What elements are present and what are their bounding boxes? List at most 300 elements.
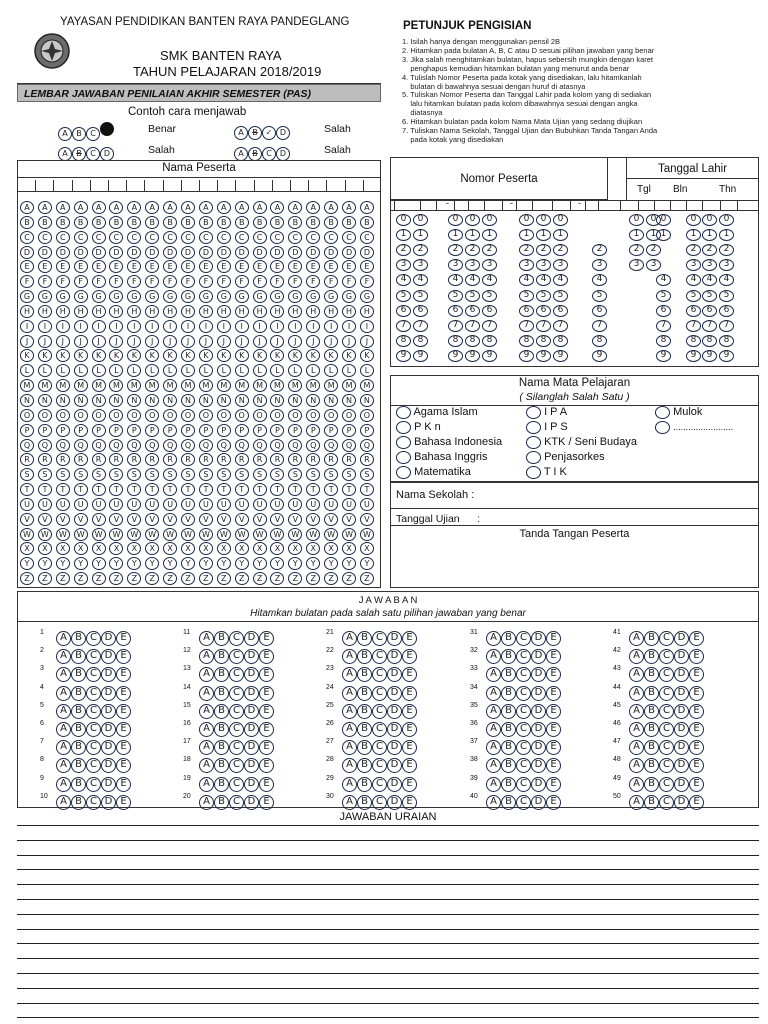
name-bubble[interactable]: H <box>306 305 320 318</box>
answer-bubble[interactable]: B <box>357 795 372 810</box>
name-bubble[interactable]: Y <box>127 557 141 570</box>
name-bubble[interactable]: V <box>181 513 195 526</box>
name-bubble[interactable]: M <box>163 379 177 392</box>
answer-bubble[interactable]: A <box>56 722 71 737</box>
name-bubble[interactable]: L <box>163 364 177 377</box>
digit-bubble[interactable]: 9 <box>413 350 428 362</box>
name-bubble[interactable]: A <box>217 201 231 214</box>
name-bubble[interactable]: D <box>127 246 141 259</box>
name-bubble[interactable]: R <box>253 453 267 466</box>
name-bubble[interactable]: Q <box>181 439 195 452</box>
digit-bubble[interactable]: 8 <box>592 335 607 347</box>
name-bubble[interactable]: T <box>56 483 70 496</box>
name-bubble[interactable]: G <box>306 290 320 303</box>
name-bubble[interactable]: Y <box>56 557 70 570</box>
name-bubble[interactable]: X <box>217 542 231 555</box>
name-bubble[interactable]: J <box>20 335 34 348</box>
name-bubble[interactable]: V <box>199 513 213 526</box>
answer-bubble[interactable]: B <box>214 758 229 773</box>
subject-circle[interactable] <box>396 466 411 479</box>
name-bubble[interactable]: F <box>181 275 195 288</box>
name-bubble[interactable]: M <box>342 379 356 392</box>
name-bubble[interactable]: X <box>288 542 302 555</box>
name-bubble[interactable]: O <box>56 409 70 422</box>
name-bubble[interactable]: S <box>270 468 284 481</box>
subject-option[interactable] <box>526 405 637 420</box>
answer-bubble[interactable]: C <box>659 795 674 810</box>
name-bubble[interactable]: Q <box>306 439 320 452</box>
name-bubble[interactable]: T <box>38 483 52 496</box>
name-bubble[interactable]: I <box>109 320 123 333</box>
name-bubble[interactable]: U <box>360 498 374 511</box>
name-bubble[interactable]: S <box>20 468 34 481</box>
name-bubble[interactable]: M <box>306 379 320 392</box>
name-bubble[interactable]: L <box>145 364 159 377</box>
name-bubble[interactable]: H <box>235 305 249 318</box>
name-bubble[interactable]: A <box>235 201 249 214</box>
answer-bubble[interactable]: D <box>387 722 402 737</box>
digit-bubble[interactable]: 9 <box>465 350 480 362</box>
name-bubble[interactable]: E <box>20 260 34 273</box>
digit-bubble[interactable]: 2 <box>686 244 701 256</box>
name-bubble[interactable]: Z <box>56 572 70 585</box>
name-bubble[interactable]: H <box>92 305 106 318</box>
name-bubble[interactable]: A <box>74 201 88 214</box>
digit-bubble[interactable]: 3 <box>413 259 428 271</box>
answer-bubble[interactable]: E <box>116 686 131 701</box>
name-bubble[interactable]: T <box>253 483 267 496</box>
name-bubble[interactable]: W <box>253 528 267 541</box>
answer-bubble[interactable]: E <box>259 722 274 737</box>
name-bubble[interactable]: B <box>109 216 123 229</box>
answer-bubble[interactable]: C <box>229 795 244 810</box>
name-bubble[interactable]: C <box>56 231 70 244</box>
name-bubble[interactable]: V <box>145 513 159 526</box>
answer-bubble[interactable]: E <box>546 758 561 773</box>
digit-bubble[interactable]: 7 <box>702 320 717 332</box>
answer-bubble[interactable]: A <box>486 740 501 755</box>
name-bubble[interactable]: W <box>145 528 159 541</box>
name-bubble[interactable]: V <box>56 513 70 526</box>
name-bubble[interactable]: I <box>145 320 159 333</box>
name-bubble[interactable]: D <box>92 246 106 259</box>
name-bubble[interactable]: B <box>20 216 34 229</box>
digit-bubble[interactable]: 5 <box>448 290 463 302</box>
name-bubble[interactable]: N <box>127 394 141 407</box>
name-bubble[interactable]: Z <box>163 572 177 585</box>
essay-line[interactable] <box>17 914 759 915</box>
name-bubble[interactable]: R <box>92 453 106 466</box>
name-bubble[interactable]: X <box>253 542 267 555</box>
name-bubble[interactable]: O <box>92 409 106 422</box>
digit-bubble[interactable]: 9 <box>656 350 671 362</box>
digit-bubble[interactable]: 0 <box>702 214 717 226</box>
answer-bubble[interactable]: E <box>546 722 561 737</box>
name-bubble[interactable]: I <box>235 320 249 333</box>
name-bubble[interactable]: N <box>74 394 88 407</box>
subject-col1[interactable] <box>396 405 502 480</box>
name-bubble[interactable]: T <box>181 483 195 496</box>
name-bubble[interactable]: O <box>109 409 123 422</box>
name-bubble[interactable]: U <box>199 498 213 511</box>
name-bubble[interactable]: H <box>253 305 267 318</box>
digit-bubble[interactable]: 9 <box>553 350 568 362</box>
name-bubble[interactable]: Q <box>324 439 338 452</box>
answer-bubble[interactable]: E <box>259 631 274 646</box>
name-bubble[interactable]: N <box>199 394 213 407</box>
name-bubble[interactable]: G <box>127 290 141 303</box>
digit-bubble[interactable]: 9 <box>448 350 463 362</box>
name-bubble[interactable]: L <box>306 364 320 377</box>
answer-bubble[interactable]: D <box>387 704 402 719</box>
name-bubble[interactable]: S <box>74 468 88 481</box>
name-bubble[interactable]: S <box>217 468 231 481</box>
name-bubble[interactable]: M <box>109 379 123 392</box>
answer-bubble[interactable]: E <box>116 722 131 737</box>
name-bubble[interactable]: B <box>235 216 249 229</box>
answer-bubble[interactable]: C <box>372 777 387 792</box>
answer-bubble[interactable]: C <box>372 631 387 646</box>
name-bubble[interactable]: D <box>109 246 123 259</box>
digit-bubble[interactable]: 2 <box>592 244 607 256</box>
name-bubble[interactable]: U <box>92 498 106 511</box>
digit-bubble[interactable]: 4 <box>553 274 568 286</box>
digit-bubble[interactable]: 5 <box>519 290 534 302</box>
name-bubble[interactable]: N <box>20 394 34 407</box>
answer-bubble[interactable]: A <box>629 722 644 737</box>
name-bubble[interactable]: I <box>20 320 34 333</box>
answer-bubble[interactable]: D <box>531 722 546 737</box>
digit-bubble[interactable]: 5 <box>656 290 671 302</box>
name-bubble[interactable]: P <box>109 424 123 437</box>
name-bubble[interactable]: R <box>38 453 52 466</box>
name-bubble[interactable]: J <box>253 335 267 348</box>
name-bubble[interactable]: W <box>38 528 52 541</box>
digit-bubble[interactable]: 3 <box>465 259 480 271</box>
name-bubble[interactable]: P <box>56 424 70 437</box>
answer-bubble[interactable]: C <box>86 758 101 773</box>
name-bubble[interactable]: L <box>56 364 70 377</box>
digit-bubble[interactable]: 1 <box>519 229 534 241</box>
digit-bubble[interactable]: 0 <box>396 214 411 226</box>
name-bubble[interactable]: U <box>181 498 195 511</box>
name-bubble[interactable]: B <box>38 216 52 229</box>
answer-bubble[interactable]: D <box>531 649 546 664</box>
digit-bubble[interactable]: 3 <box>686 259 701 271</box>
name-bubble[interactable]: J <box>235 335 249 348</box>
name-bubble[interactable]: R <box>127 453 141 466</box>
name-bubble[interactable]: J <box>127 335 141 348</box>
name-bubble[interactable]: M <box>217 379 231 392</box>
digit-bubble[interactable]: 2 <box>646 244 661 256</box>
name-bubble[interactable]: D <box>56 246 70 259</box>
digit-bubble[interactable]: 1 <box>482 229 497 241</box>
subject-col3[interactable] <box>655 405 733 435</box>
answer-bubble[interactable]: C <box>86 686 101 701</box>
digit-bubble[interactable]: 5 <box>553 290 568 302</box>
name-bubble[interactable]: A <box>56 201 70 214</box>
answer-bubble[interactable]: C <box>229 777 244 792</box>
answer-bubble[interactable]: E <box>116 649 131 664</box>
name-bubble[interactable]: D <box>235 246 249 259</box>
name-bubble[interactable]: W <box>270 528 284 541</box>
name-bubble[interactable]: M <box>38 379 52 392</box>
name-bubble[interactable]: L <box>127 364 141 377</box>
subject-option[interactable] <box>396 450 502 465</box>
name-bubble[interactable]: F <box>342 275 356 288</box>
name-bubble[interactable]: Q <box>92 439 106 452</box>
name-bubble[interactable]: C <box>235 231 249 244</box>
name-bubble[interactable]: J <box>38 335 52 348</box>
answer-bubble[interactable]: D <box>101 795 116 810</box>
digit-bubble[interactable]: 1 <box>413 229 428 241</box>
name-bubble[interactable]: Y <box>20 557 34 570</box>
name-bubble[interactable]: J <box>145 335 159 348</box>
name-bubble[interactable]: H <box>342 305 356 318</box>
name-bubble[interactable]: Y <box>253 557 267 570</box>
name-bubble[interactable]: T <box>92 483 106 496</box>
name-bubble[interactable]: K <box>270 349 284 362</box>
name-bubble[interactable]: P <box>20 424 34 437</box>
name-bubble[interactable]: P <box>145 424 159 437</box>
answer-bubble[interactable]: D <box>674 686 689 701</box>
name-bubble[interactable]: S <box>181 468 195 481</box>
answer-bubble[interactable]: B <box>644 649 659 664</box>
name-bubble[interactable]: L <box>74 364 88 377</box>
answer-bubble[interactable]: E <box>689 704 704 719</box>
name-bubble[interactable]: G <box>56 290 70 303</box>
answer-bubble[interactable]: D <box>674 795 689 810</box>
answer-bubble[interactable]: B <box>357 740 372 755</box>
answer-bubble[interactable]: D <box>101 777 116 792</box>
answer-bubble[interactable]: A <box>342 649 357 664</box>
answer-bubble[interactable]: D <box>101 649 116 664</box>
name-bubble[interactable]: V <box>127 513 141 526</box>
answer-bubble[interactable]: A <box>629 704 644 719</box>
name-bubble[interactable]: W <box>56 528 70 541</box>
subject-circle[interactable] <box>396 421 411 434</box>
name-bubble[interactable]: W <box>235 528 249 541</box>
name-bubble[interactable]: E <box>253 260 267 273</box>
name-bubble[interactable]: U <box>217 498 231 511</box>
name-bubble[interactable]: J <box>342 335 356 348</box>
answer-bubble[interactable]: C <box>372 686 387 701</box>
name-bubble[interactable]: K <box>163 349 177 362</box>
answer-bubble[interactable]: B <box>71 722 86 737</box>
answer-bubble[interactable]: E <box>259 704 274 719</box>
name-bubble[interactable]: B <box>360 216 374 229</box>
name-bubble[interactable]: V <box>360 513 374 526</box>
name-bubble[interactable]: R <box>163 453 177 466</box>
digit-bubble[interactable]: 8 <box>536 335 551 347</box>
name-bubble[interactable]: X <box>199 542 213 555</box>
name-bubble[interactable]: D <box>20 246 34 259</box>
name-bubble[interactable]: T <box>360 483 374 496</box>
name-bubble[interactable]: X <box>56 542 70 555</box>
subject-mulok[interactable]: Mulok <box>655 405 733 420</box>
answer-bubble[interactable]: A <box>342 758 357 773</box>
name-bubble[interactable]: E <box>235 260 249 273</box>
answer-bubble[interactable]: B <box>501 758 516 773</box>
name-bubble[interactable]: W <box>163 528 177 541</box>
answer-bubble[interactable]: E <box>546 667 561 682</box>
answer-bubble[interactable]: A <box>199 795 214 810</box>
name-bubble[interactable]: D <box>163 246 177 259</box>
answer-bubble[interactable]: C <box>659 758 674 773</box>
name-bubble[interactable]: Z <box>217 572 231 585</box>
digit-bubble[interactable]: 3 <box>629 259 644 271</box>
name-bubble[interactable]: Z <box>288 572 302 585</box>
answer-bubble[interactable]: B <box>214 704 229 719</box>
answer-bubble[interactable]: D <box>244 704 259 719</box>
name-bubble[interactable]: O <box>342 409 356 422</box>
name-bubble[interactable]: V <box>342 513 356 526</box>
name-bubble[interactable]: E <box>74 260 88 273</box>
name-bubble[interactable]: A <box>324 201 338 214</box>
name-bubble[interactable]: E <box>127 260 141 273</box>
digit-bubble[interactable]: 3 <box>482 259 497 271</box>
name-bubble[interactable]: R <box>288 453 302 466</box>
answer-bubble[interactable]: C <box>659 740 674 755</box>
answer-bubble[interactable]: A <box>199 777 214 792</box>
answer-bubble[interactable]: A <box>342 704 357 719</box>
name-bubble[interactable]: M <box>288 379 302 392</box>
name-bubble[interactable]: C <box>38 231 52 244</box>
answer-bubble[interactable]: E <box>116 740 131 755</box>
answer-bubble[interactable]: C <box>659 649 674 664</box>
digit-bubble[interactable]: 1 <box>396 229 411 241</box>
name-bubble[interactable]: C <box>74 231 88 244</box>
name-bubble[interactable]: S <box>288 468 302 481</box>
digit-bubble[interactable]: 7 <box>519 320 534 332</box>
name-bubble[interactable]: G <box>288 290 302 303</box>
name-bubble[interactable]: L <box>270 364 284 377</box>
answer-bubble[interactable]: D <box>674 777 689 792</box>
name-bubble[interactable]: X <box>145 542 159 555</box>
answer-bubble[interactable]: C <box>372 722 387 737</box>
name-bubble[interactable]: J <box>56 335 70 348</box>
name-bubble[interactable]: R <box>181 453 195 466</box>
name-bubble[interactable]: T <box>20 483 34 496</box>
digit-bubble[interactable]: 9 <box>702 350 717 362</box>
name-bubble[interactable]: O <box>74 409 88 422</box>
digit-bubble[interactable]: 0 <box>656 214 671 226</box>
name-bubble[interactable]: Z <box>38 572 52 585</box>
answer-bubble[interactable]: A <box>342 722 357 737</box>
name-bubble[interactable]: F <box>92 275 106 288</box>
name-bubble[interactable]: C <box>342 231 356 244</box>
name-bubble[interactable]: S <box>145 468 159 481</box>
name-bubble[interactable]: H <box>288 305 302 318</box>
digit-bubble[interactable]: 7 <box>656 320 671 332</box>
answer-bubble[interactable]: D <box>674 704 689 719</box>
digit-bubble[interactable]: 2 <box>396 244 411 256</box>
answer-bubble[interactable]: B <box>501 740 516 755</box>
digit-bubble[interactable]: 4 <box>702 274 717 286</box>
answer-bubble[interactable]: A <box>199 686 214 701</box>
name-bubble[interactable]: H <box>181 305 195 318</box>
answer-bubble[interactable]: B <box>357 649 372 664</box>
name-bubble[interactable]: P <box>360 424 374 437</box>
name-bubble[interactable]: E <box>181 260 195 273</box>
answer-bubble[interactable]: D <box>674 631 689 646</box>
name-bubble[interactable]: L <box>217 364 231 377</box>
answer-bubble[interactable]: C <box>86 722 101 737</box>
name-bubble[interactable]: Y <box>145 557 159 570</box>
answer-bubble[interactable]: B <box>501 667 516 682</box>
name-bubble[interactable]: K <box>127 349 141 362</box>
digit-bubble[interactable]: 8 <box>396 335 411 347</box>
answer-bubble[interactable]: A <box>56 631 71 646</box>
answer-bubble[interactable]: D <box>244 722 259 737</box>
essay-line[interactable] <box>17 973 759 974</box>
name-bubble[interactable]: S <box>92 468 106 481</box>
answer-bubble[interactable]: D <box>101 631 116 646</box>
name-bubble[interactable]: Q <box>199 439 213 452</box>
name-bubble[interactable]: I <box>181 320 195 333</box>
name-bubble[interactable]: X <box>324 542 338 555</box>
answer-bubble[interactable]: E <box>689 722 704 737</box>
name-bubble[interactable]: Q <box>360 439 374 452</box>
digit-bubble[interactable]: 3 <box>702 259 717 271</box>
answer-bubble[interactable]: B <box>357 686 372 701</box>
name-bubble[interactable]: Z <box>199 572 213 585</box>
name-bubble[interactable]: E <box>92 260 106 273</box>
answer-bubble[interactable]: B <box>501 704 516 719</box>
answer-bubble[interactable]: C <box>372 740 387 755</box>
name-bubble[interactable]: V <box>270 513 284 526</box>
answer-bubble[interactable]: A <box>486 649 501 664</box>
name-bubble[interactable]: F <box>253 275 267 288</box>
name-bubble[interactable]: D <box>270 246 284 259</box>
answer-bubble[interactable]: B <box>214 777 229 792</box>
answer-bubble[interactable]: A <box>342 795 357 810</box>
digit-bubble[interactable]: 1 <box>719 229 734 241</box>
name-bubble[interactable]: O <box>360 409 374 422</box>
essay-line[interactable] <box>17 958 759 959</box>
name-bubble[interactable]: U <box>38 498 52 511</box>
answer-bubble[interactable]: A <box>629 740 644 755</box>
name-bubble[interactable]: L <box>253 364 267 377</box>
name-bubble[interactable]: V <box>163 513 177 526</box>
name-bubble[interactable]: M <box>360 379 374 392</box>
name-bubble[interactable]: X <box>109 542 123 555</box>
name-bubble[interactable]: C <box>288 231 302 244</box>
name-bubble[interactable]: G <box>217 290 231 303</box>
answer-bubble[interactable]: A <box>342 667 357 682</box>
digit-bubble[interactable]: 1 <box>448 229 463 241</box>
digit-bubble[interactable]: 9 <box>536 350 551 362</box>
answer-bubble[interactable]: E <box>402 722 417 737</box>
essay-line[interactable] <box>17 943 759 944</box>
answer-bubble[interactable]: B <box>501 777 516 792</box>
name-bubble[interactable]: J <box>360 335 374 348</box>
essay-line[interactable] <box>17 1017 759 1018</box>
answer-bubble[interactable]: E <box>402 686 417 701</box>
digit-bubble[interactable]: 6 <box>686 305 701 317</box>
answer-bubble[interactable]: D <box>531 631 546 646</box>
name-bubble[interactable]: U <box>288 498 302 511</box>
name-bubble[interactable]: K <box>74 349 88 362</box>
name-bubble[interactable]: A <box>360 201 374 214</box>
name-bubble[interactable]: H <box>360 305 374 318</box>
name-bubble[interactable]: G <box>38 290 52 303</box>
name-bubble[interactable]: E <box>38 260 52 273</box>
digit-bubble[interactable]: 4 <box>592 274 607 286</box>
digit-bubble[interactable]: 3 <box>646 259 661 271</box>
answer-bubble[interactable]: A <box>629 667 644 682</box>
digit-bubble[interactable]: 5 <box>396 290 411 302</box>
